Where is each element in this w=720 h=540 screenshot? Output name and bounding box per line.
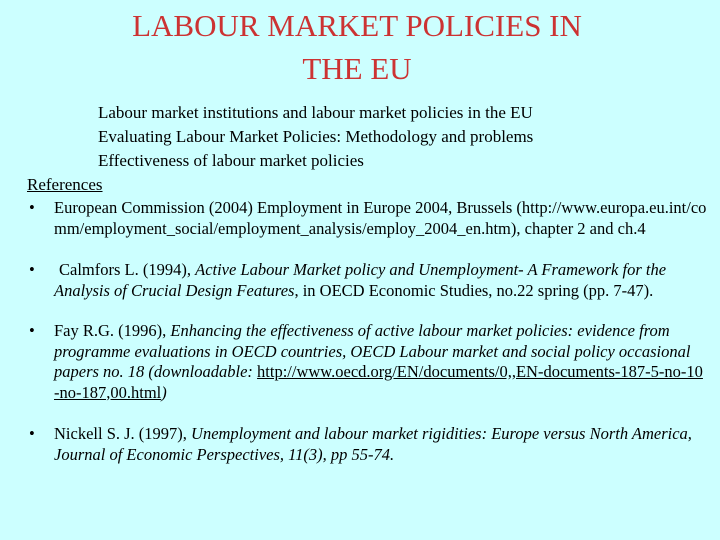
topic-item-institutions: Labour market institutions and labour market policies in the EU (98, 103, 533, 122)
reference-item-fay (27, 321, 707, 424)
reference-author: Calmfors L. (1994), (59, 260, 196, 279)
oecd-document-link[interactable]: http://www.oecd.org/EN/documents/0,,EN-documents-187-5-no-10-no-187,00.html (54, 362, 703, 402)
reference-details: , in OECD Economic Studies, no.22 spring (pp. 7-47). (294, 280, 654, 300)
topic-item-effectiveness: Effectiveness of labour market policies (98, 151, 364, 170)
reference-author: Fay R.G. (1996), (54, 321, 171, 340)
references-heading: References (27, 175, 103, 194)
bullet-icon: • (29, 198, 35, 217)
slide-title-line-1: LABOUR MARKET POLICIES IN (132, 8, 582, 43)
bullet-icon: • (29, 321, 35, 340)
reference-title: Active Labour Market policy and Unemployment- A Framework for the Analysis of Crucial Design Features (54, 260, 667, 300)
bullet-icon: • (29, 424, 35, 443)
reference-title: Unemployment and labour market rigidities: Europe versus North America, Journal of Economic Perspectives, 11(3), pp 55-74. (54, 424, 692, 464)
reference-item-european-commission (27, 198, 707, 260)
reference-title: Enhancing the effectiveness of active labour market policies: evidence from programme evaluations in OECD countries, OECD Labour market and social policy occasional papers no. 18 (downloadable: (54, 321, 691, 381)
references-list (27, 198, 707, 465)
topic-item-evaluating: Evaluating Labour Market Policies: Methodology and problems (98, 127, 534, 146)
reference-close-paren: ) (161, 382, 167, 402)
slide-title-line-2: THE EU (302, 51, 412, 86)
reference-text: European Commission (2004) Employment in Europe 2004, Brussels (http://www.europa.eu.int/comm/employment_social/employment_analysis/employ_2004_en.htm), chapter 2 and ch.4 (54, 198, 707, 238)
topic-list (98, 101, 533, 173)
reference-item-nickell (27, 424, 707, 465)
reference-item-calmfors (27, 260, 707, 321)
reference-author: Nickell S. J. (1997), (54, 424, 192, 443)
slide-title (0, 4, 714, 90)
bullet-icon: • (29, 260, 35, 279)
